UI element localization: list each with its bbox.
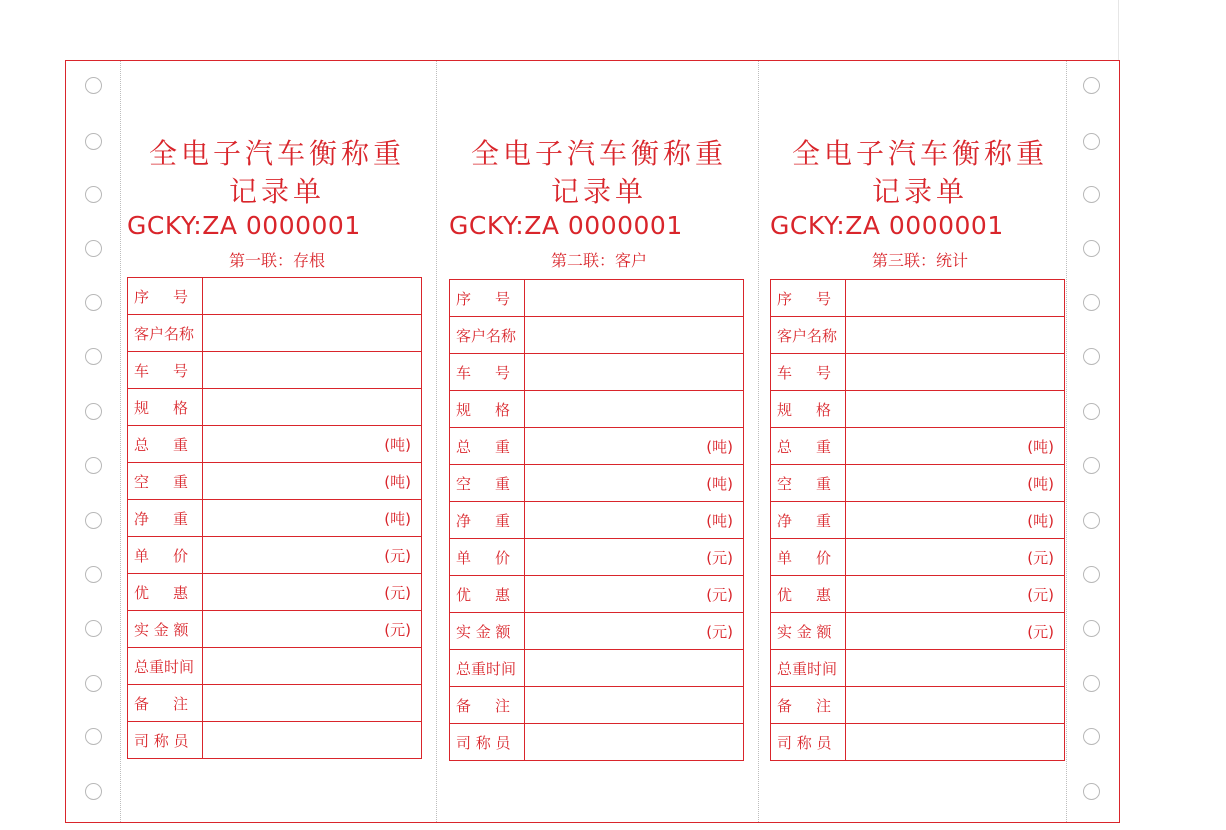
table-row	[771, 354, 1065, 391]
row-label-cell	[450, 539, 525, 576]
row-label-char: 号	[173, 361, 189, 380]
serial-number: GCKY:ZA 0000001	[127, 211, 361, 240]
row-label-char: 备	[777, 696, 793, 715]
feed-hole	[85, 133, 102, 150]
row-label-char: 号	[495, 363, 511, 382]
row-label-char: 重	[495, 474, 511, 493]
copy-name: 第一联：存根	[228, 251, 325, 270]
value-field[interactable]	[846, 724, 1065, 761]
value-field[interactable]	[525, 465, 744, 502]
row-label: 总重时间	[134, 657, 195, 676]
value-field[interactable]	[525, 613, 744, 650]
row-label-char: 车	[134, 361, 150, 380]
table-row	[450, 280, 744, 317]
row-label-char: 价	[495, 548, 511, 567]
continuous-form-sheet	[65, 60, 1120, 823]
row-label-char: 优	[456, 585, 472, 604]
unit-label: (元)	[706, 585, 733, 604]
form-title-line2: 记录单	[871, 175, 968, 208]
row-label-cell	[128, 574, 203, 611]
form-title-line1: 全电子汽车衡称重	[470, 137, 727, 170]
row-label: 实 金 额	[456, 622, 511, 641]
row-label-char: 惠	[495, 585, 511, 604]
row-label-cell	[771, 502, 846, 539]
value-field[interactable]	[846, 650, 1065, 687]
row-label-char: 序	[777, 289, 793, 308]
form-title-line2: 记录单	[550, 175, 647, 208]
row-label-char: 序	[456, 289, 472, 308]
row-label-cell	[128, 426, 203, 463]
value-field[interactable]	[203, 500, 422, 537]
row-label-cell	[450, 354, 525, 391]
value-field[interactable]	[203, 611, 422, 648]
row-label-char: 格	[173, 398, 189, 417]
table-row	[771, 391, 1065, 428]
row-label: 客户名称	[456, 326, 517, 345]
value-field[interactable]	[525, 724, 744, 761]
row-label-cell	[128, 611, 203, 648]
table-row	[450, 354, 744, 391]
row-label-cell	[771, 428, 846, 465]
value-field[interactable]	[203, 315, 422, 352]
table-row	[128, 648, 422, 685]
table-row	[450, 724, 744, 761]
form-title-line1: 全电子汽车衡称重	[791, 137, 1048, 170]
unit-label: (元)	[706, 548, 733, 567]
row-label-cell	[450, 280, 525, 317]
feed-hole	[85, 675, 102, 692]
row-label-char: 重	[495, 437, 511, 456]
row-label-char: 价	[173, 546, 189, 565]
table-row	[771, 576, 1065, 613]
row-label: 总重时间	[456, 659, 517, 678]
feed-hole	[1083, 186, 1100, 203]
row-label: 实 金 额	[777, 622, 832, 641]
feed-hole	[1083, 403, 1100, 420]
value-field[interactable]	[525, 280, 744, 317]
unit-label: (吨)	[1027, 437, 1054, 456]
value-field[interactable]	[203, 463, 422, 500]
row-label-char: 号	[173, 287, 189, 306]
feed-hole	[1083, 240, 1100, 257]
row-label-cell	[128, 722, 203, 759]
row-label-cell	[450, 465, 525, 502]
feed-hole	[1083, 77, 1100, 94]
row-label-cell	[128, 685, 203, 722]
row-label-cell	[450, 650, 525, 687]
row-label-cell	[128, 463, 203, 500]
feed-hole	[85, 348, 102, 365]
value-field[interactable]	[846, 465, 1065, 502]
feed-hole	[1083, 620, 1100, 637]
value-field[interactable]	[846, 502, 1065, 539]
row-label-cell	[450, 687, 525, 724]
row-label: 客户名称	[134, 324, 195, 343]
table-row	[450, 687, 744, 724]
unit-label: (吨)	[706, 474, 733, 493]
value-field[interactable]	[846, 317, 1065, 354]
row-label-cell	[450, 613, 525, 650]
value-field[interactable]	[846, 391, 1065, 428]
unit-label: (吨)	[706, 511, 733, 530]
feed-hole	[1083, 566, 1100, 583]
table-row	[128, 426, 422, 463]
table-row	[450, 576, 744, 613]
table-row	[771, 613, 1065, 650]
feed-hole	[85, 566, 102, 583]
row-label-char: 单	[777, 548, 793, 567]
row-label-cell	[128, 352, 203, 389]
row-label-char: 重	[495, 511, 511, 530]
row-label-char: 优	[134, 583, 150, 602]
table-row	[128, 722, 422, 759]
row-label-cell	[450, 391, 525, 428]
value-field[interactable]	[525, 650, 744, 687]
row-label-cell	[128, 389, 203, 426]
value-field[interactable]	[203, 722, 422, 759]
row-label-char: 重	[816, 474, 832, 493]
row-label-char: 规	[456, 400, 472, 419]
feed-hole	[1083, 348, 1100, 365]
serial-number: GCKY:ZA 0000001	[449, 211, 683, 240]
table-row	[128, 352, 422, 389]
row-label-char: 重	[173, 472, 189, 491]
row-label-char: 重	[816, 437, 832, 456]
table-row	[771, 428, 1065, 465]
row-label-cell	[771, 317, 846, 354]
row-label-char: 净	[456, 511, 472, 530]
row-label-cell	[771, 724, 846, 761]
record-table	[449, 279, 744, 761]
unit-label: (元)	[384, 620, 411, 639]
perforation-divider	[758, 61, 759, 822]
value-field[interactable]	[846, 576, 1065, 613]
table-row	[450, 613, 744, 650]
row-label-char: 号	[816, 289, 832, 308]
copy-name: 第三联：统计	[871, 251, 968, 270]
table-row	[128, 537, 422, 574]
feed-hole	[1083, 728, 1100, 745]
value-field[interactable]	[525, 502, 744, 539]
value-field[interactable]	[525, 391, 744, 428]
row-label-char: 格	[816, 400, 832, 419]
value-field[interactable]	[525, 576, 744, 613]
row-label-cell	[128, 278, 203, 315]
table-row	[771, 317, 1065, 354]
row-label-char: 注	[816, 696, 832, 715]
feed-hole	[85, 240, 102, 257]
table-row	[128, 685, 422, 722]
row-label-char: 单	[456, 548, 472, 567]
table-row	[771, 502, 1065, 539]
row-label-char: 总	[777, 437, 793, 456]
unit-label: (元)	[384, 583, 411, 602]
table-row	[771, 280, 1065, 317]
unit-label: (元)	[1027, 585, 1054, 604]
value-field[interactable]	[846, 280, 1065, 317]
row-label-cell	[450, 576, 525, 613]
value-field[interactable]	[203, 648, 422, 685]
row-label-cell	[128, 648, 203, 685]
value-field[interactable]	[525, 428, 744, 465]
value-field[interactable]	[203, 278, 422, 315]
row-label-char: 序	[134, 287, 150, 306]
unit-label: (元)	[384, 546, 411, 565]
form-title	[127, 135, 427, 211]
row-label-char: 注	[173, 694, 189, 713]
unit-label: (元)	[1027, 622, 1054, 641]
feed-hole	[85, 403, 102, 420]
form-title-line1: 全电子汽车衡称重	[148, 137, 405, 170]
unit-label: (吨)	[1027, 511, 1054, 530]
table-row	[771, 465, 1065, 502]
value-field[interactable]	[525, 539, 744, 576]
table-row	[450, 391, 744, 428]
table-row	[128, 315, 422, 352]
value-field[interactable]	[846, 687, 1065, 724]
table-row	[771, 687, 1065, 724]
feed-hole	[1083, 783, 1100, 800]
unit-label: (吨)	[706, 437, 733, 456]
row-label-char: 备	[456, 696, 472, 715]
record-table	[770, 279, 1065, 761]
row-label-cell	[771, 613, 846, 650]
value-field[interactable]	[846, 539, 1065, 576]
value-field[interactable]	[203, 426, 422, 463]
feed-hole	[85, 728, 102, 745]
page-edge-line	[1118, 0, 1119, 60]
value-field[interactable]	[846, 428, 1065, 465]
row-label-cell	[771, 280, 846, 317]
row-label-cell	[771, 539, 846, 576]
form-title	[449, 135, 749, 211]
value-field[interactable]	[525, 317, 744, 354]
table-row	[128, 574, 422, 611]
table-row	[450, 428, 744, 465]
row-label-char: 号	[816, 363, 832, 382]
row-label-cell	[450, 724, 525, 761]
row-label-cell	[771, 687, 846, 724]
value-field[interactable]	[203, 574, 422, 611]
row-label-char: 格	[495, 400, 511, 419]
form-title	[770, 135, 1070, 211]
row-label-char: 重	[173, 509, 189, 528]
table-row	[128, 611, 422, 648]
row-label-char: 价	[816, 548, 832, 567]
row-label-cell	[771, 391, 846, 428]
value-field[interactable]	[203, 352, 422, 389]
row-label-char: 优	[777, 585, 793, 604]
row-label-char: 车	[456, 363, 472, 382]
feed-hole	[1083, 457, 1100, 474]
row-label: 司 称 员	[777, 733, 832, 752]
row-label-cell	[771, 465, 846, 502]
unit-label: (吨)	[384, 509, 411, 528]
row-label-char: 空	[134, 472, 150, 491]
row-label-char: 惠	[816, 585, 832, 604]
form-copy	[449, 61, 749, 821]
table-row	[450, 465, 744, 502]
row-label-char: 惠	[173, 583, 189, 602]
value-field[interactable]	[525, 354, 744, 391]
unit-label: (吨)	[384, 472, 411, 491]
row-label-char: 备	[134, 694, 150, 713]
row-label-cell	[128, 315, 203, 352]
row-label: 实 金 额	[134, 620, 189, 639]
feed-hole	[85, 512, 102, 529]
table-row	[450, 502, 744, 539]
table-row	[128, 278, 422, 315]
row-label-cell	[128, 537, 203, 574]
row-label-char: 单	[134, 546, 150, 565]
feed-hole	[85, 457, 102, 474]
unit-label: (元)	[1027, 548, 1054, 567]
row-label-char: 规	[777, 400, 793, 419]
row-label-char: 重	[173, 435, 189, 454]
table-row	[450, 539, 744, 576]
perforation-divider	[436, 61, 437, 822]
feed-hole	[85, 186, 102, 203]
row-label-cell	[450, 317, 525, 354]
row-label: 司 称 员	[134, 731, 189, 750]
row-label-char: 空	[777, 474, 793, 493]
value-field[interactable]	[203, 537, 422, 574]
row-label-char: 车	[777, 363, 793, 382]
table-row	[771, 539, 1065, 576]
feed-hole	[1083, 294, 1100, 311]
row-label-char: 总	[456, 437, 472, 456]
table-row	[128, 500, 422, 537]
feed-hole	[1083, 512, 1100, 529]
row-label-cell	[128, 500, 203, 537]
row-label-char: 注	[495, 696, 511, 715]
feed-hole	[85, 294, 102, 311]
row-label-char: 空	[456, 474, 472, 493]
row-label-cell	[450, 502, 525, 539]
value-field[interactable]	[846, 354, 1065, 391]
row-label: 客户名称	[777, 326, 838, 345]
feed-hole	[1083, 133, 1100, 150]
unit-label: (吨)	[384, 435, 411, 454]
row-label-char: 净	[134, 509, 150, 528]
row-label-cell	[771, 576, 846, 613]
value-field[interactable]	[846, 613, 1065, 650]
row-label-cell	[450, 428, 525, 465]
row-label-char: 重	[816, 511, 832, 530]
form-copy	[770, 61, 1070, 821]
table-row	[771, 650, 1065, 687]
row-label-char: 规	[134, 398, 150, 417]
value-field[interactable]	[525, 687, 744, 724]
row-label: 司 称 员	[456, 733, 511, 752]
row-label-char: 总	[134, 435, 150, 454]
row-label: 总重时间	[777, 659, 838, 678]
table-row	[128, 463, 422, 500]
unit-label: (元)	[706, 622, 733, 641]
value-field[interactable]	[203, 389, 422, 426]
form-copy	[127, 61, 427, 821]
form-title-line2: 记录单	[228, 175, 325, 208]
feed-hole	[85, 77, 102, 94]
table-row	[128, 389, 422, 426]
table-row	[771, 724, 1065, 761]
table-row	[450, 650, 744, 687]
table-row	[450, 317, 744, 354]
unit-label: (吨)	[1027, 474, 1054, 493]
row-label-char: 净	[777, 511, 793, 530]
feed-hole	[85, 620, 102, 637]
value-field[interactable]	[203, 685, 422, 722]
serial-number: GCKY:ZA 0000001	[770, 211, 1004, 240]
feed-hole	[85, 783, 102, 800]
left-perforation	[120, 61, 121, 822]
copy-name: 第二联：客户	[550, 251, 647, 270]
record-table	[127, 277, 422, 759]
row-label-cell	[771, 354, 846, 391]
feed-hole	[1083, 675, 1100, 692]
row-label-cell	[771, 650, 846, 687]
row-label-char: 号	[495, 289, 511, 308]
